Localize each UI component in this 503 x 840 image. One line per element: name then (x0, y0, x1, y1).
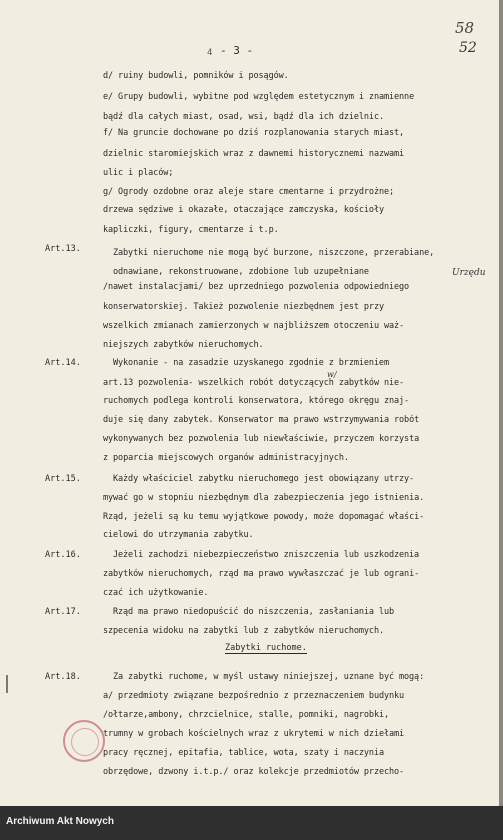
text-line: duje się dany zabytek. Konserwator ma prawo wstrzymywania robót (103, 415, 420, 425)
text-line: niejszych zabytków nieruchomych. (103, 340, 264, 350)
archive-stamp (63, 720, 105, 762)
text-line: /nawet instalacjami/ bez uprzedniego pozwolenia odpowiedniego (103, 282, 410, 292)
text-line: czać ich użytkowanie. (103, 588, 209, 598)
text-line: z poparcia miejscowych organów administracyjnych. (103, 453, 349, 463)
article-number: Art.15. (45, 474, 81, 484)
text-line: dzielnic staromiejskich wraz z dawnemi historycznemi nazwami (103, 149, 405, 159)
text-line: trumny w grobach kościelnych wraz z ukrytemi w nich dziełami (103, 729, 405, 739)
archive-name: Archiwum Akt Nowych (6, 816, 114, 827)
text-line: pracy ręcznej, epitafia, tablice, wota, szaty i naczynia (103, 748, 384, 758)
folio-mark-top: 58 (455, 19, 475, 37)
text-line: e/ Grupy budowli, wybitne pod względem estetycznym i znamienne (103, 92, 415, 102)
text-line: g/ Ogrody ozdobne oraz aleje stare cmentarne i przydrożne; (103, 187, 395, 197)
section-heading: Zabytki ruchome. (225, 643, 307, 653)
text-line: szpecenia widoku na zabytki lub z zabytków nieruchomych. (103, 626, 384, 636)
folio-mark-bottom: 52 (459, 40, 477, 56)
text-line: obrzędowe, dzwony i.t.p./ oraz kolekcje przedmiotów przecho- (103, 767, 405, 777)
text-line: Jeżeli zachodzi niebezpieczeństwo zniszczenia lub uszkodzenia (113, 550, 420, 560)
text-line: ruchomych podlega kontroli konserwatora, którego okręgu znaj- (103, 396, 410, 406)
text-line: konserwatorskiej. Takież pozwolenie niezbędnem jest przy (103, 302, 384, 312)
page-edge-shadow (499, 0, 503, 806)
text-line: mywać go w stopniu niezbędnym dla zabezpieczenia jego istnienia. (103, 493, 425, 503)
text-line: cielowi do utrzymania zabytku. (103, 530, 254, 540)
text-line: f/ Na gruncie dochowane po dziś rozplanowania starych miast, (103, 128, 405, 138)
text-line: zabytków nieruchomych, rząd ma prawo wywłaszczać je lub ograni- (103, 569, 420, 579)
text-line: Za zabytki ruchome, w myśl ustawy niniejszej, uznane być mogą: (113, 672, 425, 682)
text-line: a/ przedmioty związane bezpośrednio z przeznaczeniem budynku (103, 691, 405, 701)
archive-footer (0, 806, 503, 840)
text-line: Wykonanie - na zasadzie uzyskanego zgodnie z brzmieniem (113, 358, 389, 368)
text-line: Zabytki nieruchome nie mogą być burzone, niszczone, przerabiane, odnawiane, rekonstruowane, zdobione lub uzupełniane (113, 248, 435, 277)
text-line: ulic i placów; (103, 168, 174, 178)
text-line: bądź dla całych miast, osad, wsi, bądź dla ich dzielnic. (103, 112, 384, 122)
article-number: Art.14. (45, 358, 81, 368)
text-line: /ołtarze,ambony, chrzcielnice, stalle, pomniki, nagrobki, (103, 710, 389, 720)
article-number: Art.18. (45, 672, 81, 682)
page-number: - 3 - (220, 44, 254, 57)
text-line: wszelkich zmianach zamierzonych w najbliższem otoczeniu waż- (103, 321, 405, 331)
handwritten-insertion: w/ (327, 370, 337, 379)
article-number: Art.16. (45, 550, 81, 560)
text-line: art.13 pozwolenia- wszelkich robót dotyczących zabytków nie- (103, 378, 405, 388)
margin-mark (6, 675, 8, 693)
text-line: wykonywanych bez pozwolenia lub niewłaściwie, przyczem korzysta (103, 434, 420, 444)
text-line: d/ ruiny budowli, pomników i posągów. (103, 71, 289, 81)
text-line: Każdy właściciel zabytku nieruchomego jest obowiązany utrzy- (113, 474, 415, 484)
article-number: Art.13. (45, 244, 81, 254)
handwritten-insertion: Urzędu (452, 268, 486, 278)
text-line: drzewa sędziwe i okazałe, otaczające zamczyska, kościoły (103, 205, 384, 215)
text-line: kapliczki, figury, cmentarze i t.p. (103, 225, 279, 235)
text-line: Rząd ma prawo niedopuścić do niszczenia, zasłaniania lub (113, 607, 394, 617)
text-line: Rząd, jeżeli są ku temu wyjątkowe powody, może dopomagać właści- (103, 512, 425, 522)
handwritten-page-number: 4 (207, 48, 213, 58)
article-number: Art.17. (45, 607, 81, 617)
